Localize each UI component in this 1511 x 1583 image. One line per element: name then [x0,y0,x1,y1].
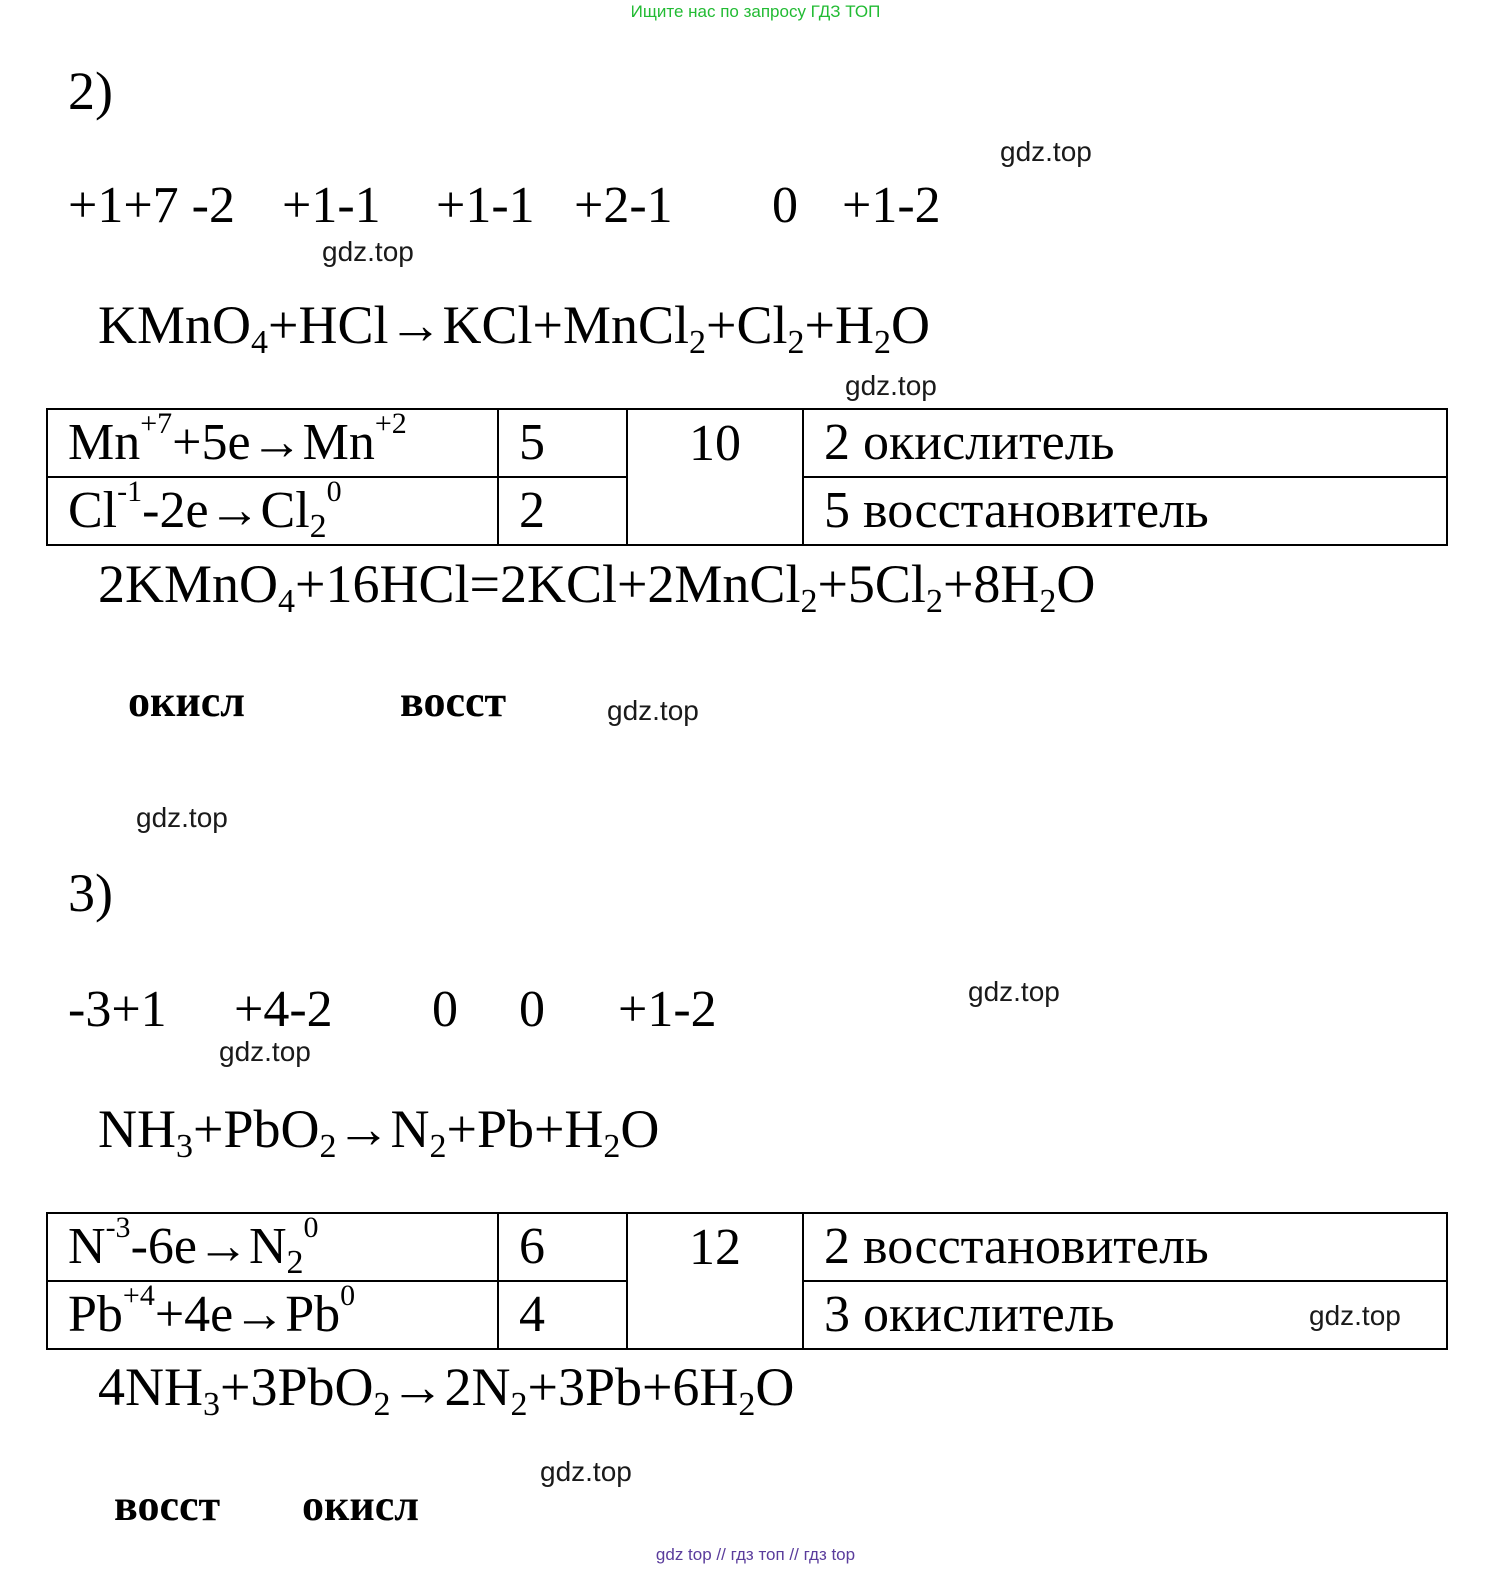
watermark: gdz.top [607,695,699,726]
electron-count: 2 [498,477,627,545]
task3-ox-state-1: -3+1 [68,981,167,1038]
task3-ox-state-5: +1-2 [618,981,717,1038]
label-oxidant: окисл [128,677,245,726]
watermark: gdz.top [1000,136,1092,167]
task2-final-equation: $2KMnO_4+16HCl=2KCl+2MnCl_2+5Cl_2+8H_2O$ [98,554,1096,620]
role-oxidant: 2 окислитель [803,409,1447,477]
lcm-value: 10 [627,409,803,545]
top-banner[interactable]: Ищите нас по запросу ГДЗ ТОП [630,2,881,21]
watermark: gdz.top [136,802,228,833]
role-reductant: 2 восстановитель [803,1213,1447,1281]
watermark: gdz.top [845,370,937,401]
watermark: gdz.top [219,1036,311,1067]
task2-number: 2) [68,61,113,121]
label-oxidant: окисл [302,1481,419,1530]
task2-ox-state-3: +1-1 [436,177,535,234]
half-reaction-oxidant: $Pb^{+4}+4e\to Pb^0$ [47,1281,498,1349]
label-reductant: восст [400,677,507,726]
task2-ox-state-2: +1-1 [282,177,381,234]
task3-ox-state-3: 0 [432,981,458,1038]
role-oxidant: 3 окислитель [803,1281,1447,1349]
task2-ox-state-6: +1-2 [842,177,941,234]
electron-count: 6 [498,1213,627,1281]
lcm-value: 12 [627,1213,803,1349]
task3-ox-state-2: +4-2 [234,981,333,1038]
task3-final-equation: $4NH_3+3PbO_2\to 2N_2+3Pb+6H_2O$ [98,1357,795,1423]
task2-ox-state-5: 0 [772,177,798,234]
watermark: gdz.top [540,1456,632,1487]
half-reaction-reductant: $Cl^{-1}-2e\to Cl_2^0$ [47,477,498,545]
watermark: gdz.top [322,236,414,267]
role-reductant: 5 восстановитель [803,477,1447,545]
task3-ox-state-4: 0 [519,981,545,1038]
electron-count: 5 [498,409,627,477]
task3-balance-table [46,1212,1448,1350]
half-reaction-reductant: $N^{-3}-6e\to N_2^0$ [47,1213,498,1281]
electron-count: 4 [498,1281,627,1349]
label-reductant: восст [114,1481,221,1530]
task3-number: 3) [68,863,113,923]
bottom-banner[interactable]: gdz top // гдз топ // гдз top [655,1545,856,1564]
watermark: gdz.top [1309,1300,1401,1331]
task2-balance-table [46,408,1448,546]
task2-ox-state-4: +2-1 [574,177,673,234]
task2-ox-state-1: +1+7 -2 [68,177,235,234]
task2-scheme: $KMnO_4+HCl\to KCl+MnCl_2+Cl_2+H_2O$ [98,295,930,361]
task3-scheme: $NH_3+PbO_2\to N_2+Pb+H_2O$ [98,1099,660,1165]
half-reaction-oxidant: $Mn^{+7}+5e\to Mn^{+2}$ [47,409,498,477]
watermark: gdz.top [968,976,1060,1007]
